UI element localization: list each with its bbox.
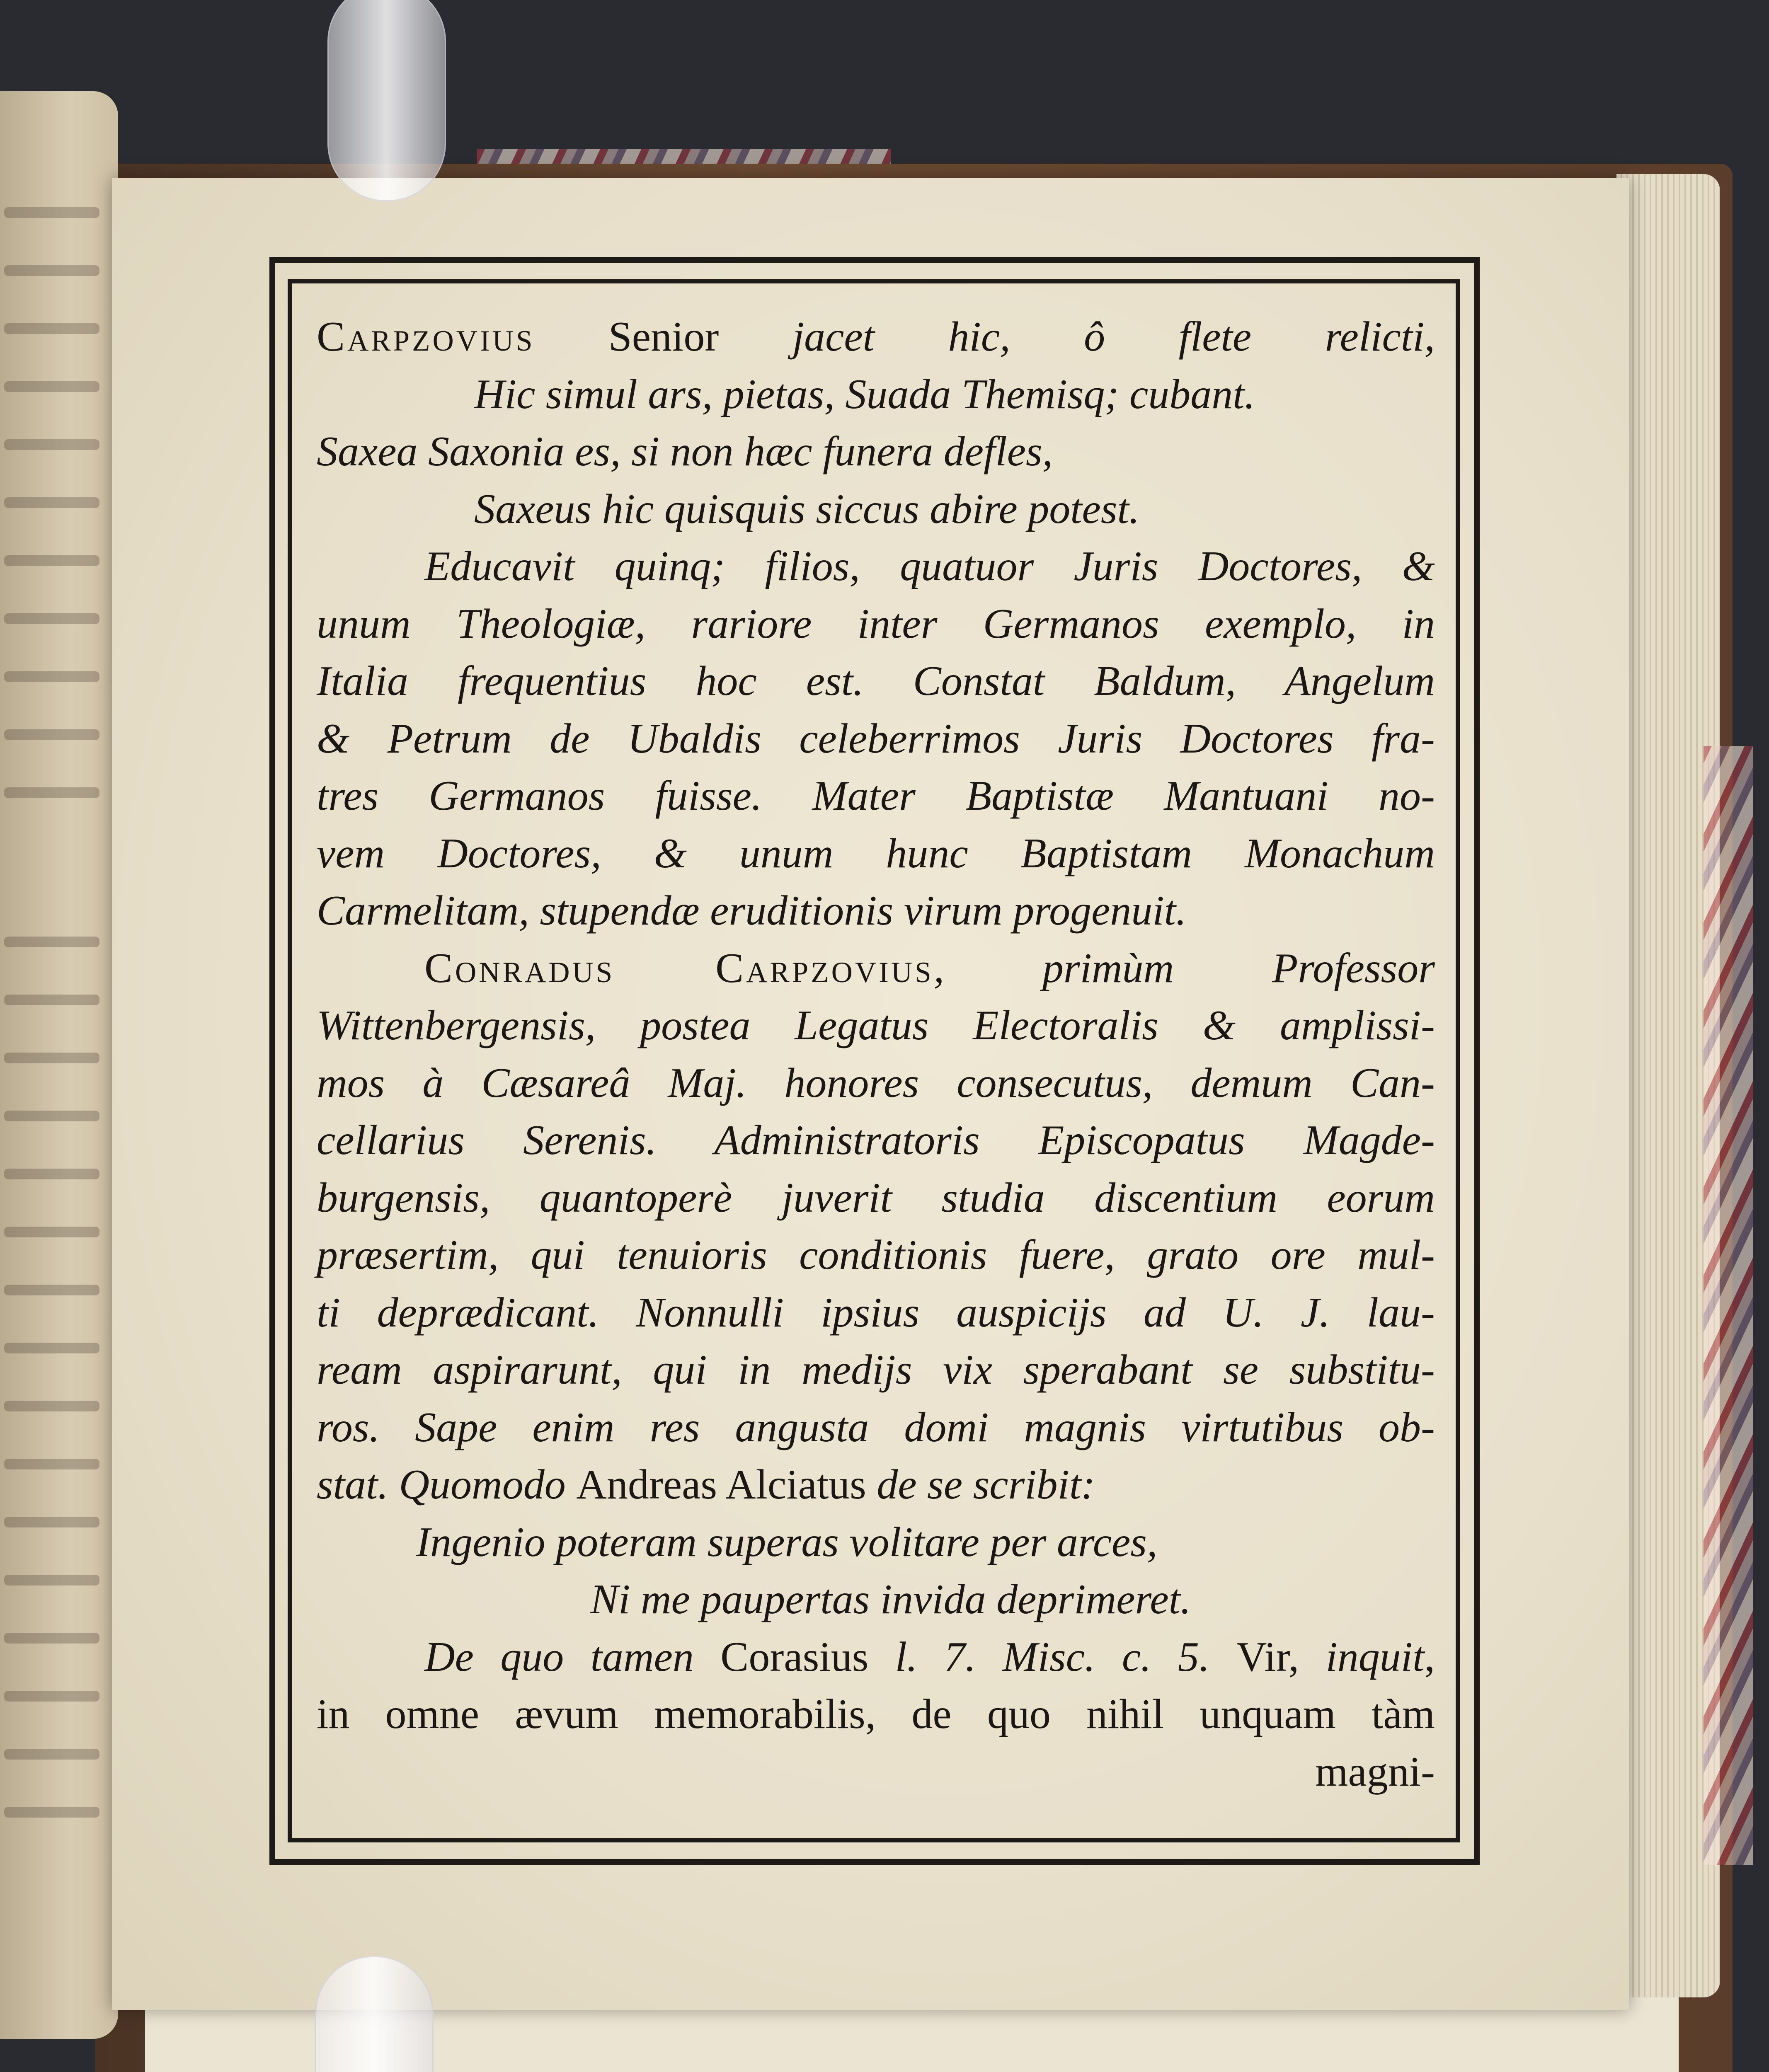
faded-text-line [4,1749,99,1760]
text-segment: unum Theologiæ, rariore inter Germanos exemplo, in [317,600,1435,647]
text-segment: Saxeus hic quisquis siccus abire potest. [474,485,1140,533]
faded-text-line [4,1053,99,1063]
faded-text-line [4,1401,99,1411]
text-segment: l. 7. Misc. c. 5. [868,1633,1236,1680]
faded-text-line [4,1633,99,1644]
faded-text-line [4,1343,99,1353]
text-line [317,940,1435,997]
faded-text-line [4,1807,99,1818]
text-line [317,767,1435,825]
text-segment: inquit [1326,1633,1425,1680]
text-segment: Senior [535,313,792,360]
text-line [317,1629,1435,1686]
text-segment: Carpzovius [317,313,535,360]
text-line [317,595,1435,653]
faded-text-line [4,937,99,947]
faded-text-line [4,555,99,566]
faded-text-line [4,1285,99,1295]
text-line [317,1399,1435,1457]
text-segment: Saxea Saxonia es, si non hæc funera defles, [317,428,1053,475]
text-line [317,1055,1435,1112]
faded-text-line [4,671,99,682]
text-line [317,1456,1435,1514]
faded-text-line [4,1575,99,1585]
faded-text-line [4,497,99,508]
faded-text-line [4,439,99,450]
faded-text-line [4,381,99,392]
text-segment: Educavit quinq; filios, quatuor Juris Doctores, & [424,543,1435,590]
text-segment: burgensis, quantoperè juverit studia discentium eorum [317,1174,1435,1221]
text-line [317,366,1435,424]
faded-text-line [4,1691,99,1702]
text-segment: mos à Cæsareâ Maj. honores consecutus, demum Can- [317,1059,1435,1106]
text-line [317,1112,1435,1169]
faded-text-line [4,613,99,624]
faded-text-line [4,323,99,334]
text-segment: Italia frequentius hoc est. Constat Baldum, Angelum [317,658,1435,704]
text-line [317,308,1435,366]
text-segment: ros. Sape enim res angusta domi magnis virtutibus ob- [317,1404,1435,1451]
printed-border-frame [269,257,1480,1865]
marbled-edge-right [1704,746,1753,1865]
page-text-block [317,308,1435,1822]
text-segment: Vir, [1236,1633,1326,1680]
book-clip-top [327,0,446,201]
text-line [317,997,1435,1055]
text-segment: Ingenio poteram superas volitare per arces, [416,1518,1158,1566]
book-clip-bottom [315,1956,434,2072]
faded-text-line [4,1169,99,1179]
faded-text-line [4,207,99,218]
faded-text-line [4,1111,99,1121]
faded-text-line [4,1459,99,1469]
text-line [317,882,1435,940]
faded-text-line [4,1227,99,1237]
text-segment: , [1424,1633,1435,1680]
text-segment: stat. Quomodo [317,1461,577,1508]
text-segment: Carmelitam, stupendæ eruditionis virum progenuit. [317,887,1187,934]
text-segment: præsertim, qui tenuioris conditionis fuere, grato ore mul- [317,1232,1435,1278]
facing-page-left [0,91,118,2039]
text-segment: vem Doctores, & unum hunc Baptistam Monachum [317,830,1435,877]
text-line [317,1514,1435,1571]
text-line [317,1341,1435,1399]
printed-inner-rule [288,279,1460,1842]
text-segment: ream aspirarunt, qui in medijs vix sperabant se substitu- [317,1346,1435,1393]
text-line [317,653,1435,710]
text-segment: & Petrum de Ubaldis celeberrimos Juris Doctores fra- [317,715,1435,762]
text-line [317,1227,1435,1284]
text-segment: Wittenbergensis, postea Legatus Electoralis & amplissi- [317,1002,1435,1049]
text-segment: magni- [1315,1748,1435,1795]
faded-text-line [4,995,99,1005]
text-segment: cellarius Serenis. Administratoris Episcopatus Magde- [317,1117,1435,1164]
text-segment: , primùm Professor [933,944,1435,992]
text-line [317,1169,1435,1227]
text-line [317,538,1435,595]
text-segment: in omne ævum memorabilis, de quo nihil unquam tàm [317,1691,1435,1738]
text-segment: De quo tamen [424,1633,721,1680]
text-segment: ti deprædicant. Nonnulli ipsius auspicijs ad U. J. lau- [317,1289,1435,1336]
faded-text-line [4,787,99,798]
text-line [317,1686,1435,1743]
text-segment: Conradus Carpzovius [424,944,934,992]
faded-text-line [4,729,99,740]
faded-text-line [4,265,99,276]
text-segment: de se scribit: [866,1461,1095,1508]
text-segment: tres Germanos fuisse. Mater Baptistæ Mantuani no- [317,772,1435,819]
faded-text-line [4,1517,99,1527]
text-line [317,423,1435,481]
text-segment: Corasius [720,1633,869,1680]
catchword [317,1743,1435,1801]
text-line [317,710,1435,768]
text-segment: jacet hic, ô flete relicti, [792,313,1435,360]
text-segment: Ni me paupertas invida deprimeret. [590,1576,1191,1623]
text-segment: Hic simul ars, pietas, Suada Themisq; cubant. [474,370,1255,418]
text-line [317,1284,1435,1342]
text-line [317,481,1435,538]
text-segment: Andreas Alciatus [576,1461,866,1508]
text-line [317,825,1435,883]
text-line [317,1571,1435,1629]
